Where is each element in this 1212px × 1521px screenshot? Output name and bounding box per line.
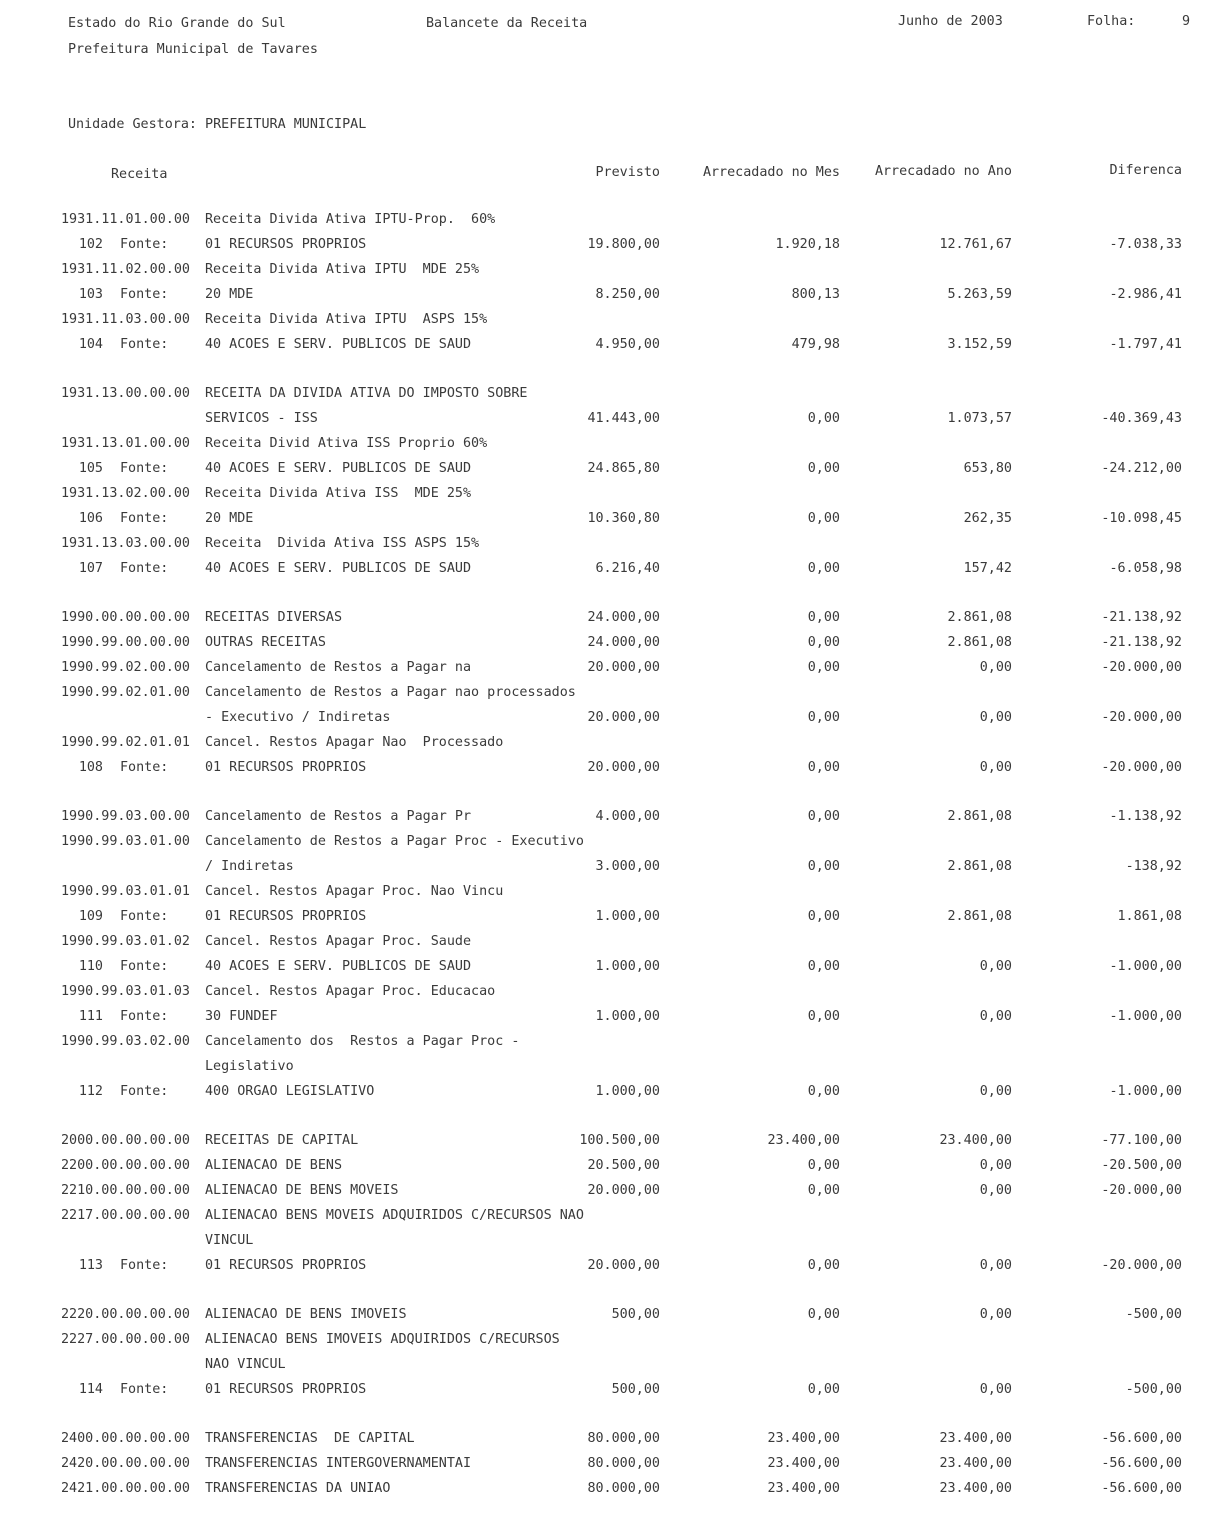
fonte-number: 113: [78, 1258, 103, 1273]
account-row: [0, 735, 1212, 760]
account-row: [0, 1183, 1212, 1208]
account-row: [0, 1059, 1212, 1084]
value-arrecadado-ano: 0,00: [979, 710, 1012, 725]
value-arrecadado-mes: 0,00: [807, 511, 840, 526]
value-previsto: 3.000,00: [595, 859, 660, 874]
value-previsto: 24.865,80: [587, 461, 660, 476]
account-code: 2210.00.00.00.00: [61, 1183, 190, 1198]
value-arrecadado-mes: 0,00: [807, 1382, 840, 1397]
account-description: TRANSFERENCIAS DA UNIAO: [205, 1481, 391, 1496]
description-continuation: VINCUL: [205, 1233, 254, 1248]
fonte-row: [0, 1258, 1212, 1283]
value-arrecadado-ano: 0,00: [979, 1258, 1012, 1273]
value-diferenca: -2.986,41: [1109, 287, 1182, 302]
value-previsto: 20.000,00: [587, 1183, 660, 1198]
value-arrecadado-mes: 0,00: [807, 859, 840, 874]
value-diferenca: -1.000,00: [1109, 959, 1182, 974]
account-description: Cancelamento de Restos a Pagar nao processados: [205, 685, 576, 700]
account-code: 1931.11.03.00.00: [61, 312, 190, 327]
fonte-description: 20 MDE: [205, 287, 254, 302]
value-diferenca: -20.000,00: [1101, 760, 1182, 775]
value-arrecadado-ano: 1.073,57: [947, 411, 1012, 426]
fonte-label: Fonte:: [120, 1382, 169, 1397]
account-row: [0, 934, 1212, 959]
value-previsto: 24.000,00: [587, 610, 660, 625]
fonte-row: [0, 1382, 1212, 1407]
value-diferenca: -20.000,00: [1101, 1183, 1182, 1198]
account-code: 1990.99.03.01.01: [61, 884, 190, 899]
description-continuation: Legislativo: [205, 1059, 294, 1074]
col-header-diferenca: Diferenca: [1109, 163, 1182, 178]
value-arrecadado-ano: 0,00: [979, 1382, 1012, 1397]
account-row: [0, 1407, 1212, 1456]
value-previsto: 20.000,00: [587, 710, 660, 725]
fonte-row: [0, 909, 1212, 934]
account-code: 1931.13.03.00.00: [61, 536, 190, 551]
value-diferenca: -500,00: [1125, 1307, 1182, 1322]
value-arrecadado-mes: 479,98: [791, 337, 840, 352]
account-code: 1931.11.02.00.00: [61, 262, 190, 277]
account-row: [0, 362, 1212, 411]
value-arrecadado-mes: 0,00: [807, 909, 840, 924]
management-unit: Unidade Gestora: PREFEITURA MUNICIPAL: [68, 117, 367, 132]
value-arrecadado-ano: 0,00: [979, 660, 1012, 675]
fonte-number: 109: [78, 909, 103, 924]
value-previsto: 8.250,00: [595, 287, 660, 302]
account-code: 1990.99.03.00.00: [61, 809, 190, 824]
value-arrecadado-ano: 0,00: [979, 959, 1012, 974]
fonte-description: 01 RECURSOS PROPRIOS: [205, 1382, 367, 1397]
value-previsto: 100.500,00: [579, 1133, 660, 1148]
fonte-row: [0, 511, 1212, 536]
col-header-arrecadado-ano: Arrecadado no Ano: [874, 164, 1012, 179]
account-description: Receita Divida Ativa IPTU ASPS 15%: [205, 312, 488, 327]
value-diferenca: -1.000,00: [1109, 1009, 1182, 1024]
value-previsto: 4.950,00: [595, 337, 660, 352]
account-description: Receita Divida Ativa IPTU-Prop. 60%: [205, 212, 496, 227]
fonte-description: 01 RECURSOS PROPRIOS: [205, 760, 367, 775]
account-description: Cancelamento de Restos a Pagar Proc - Executivo: [205, 834, 584, 849]
sheet-label: Folha:: [1087, 14, 1136, 29]
value-arrecadado-ano: 23.400,00: [939, 1481, 1012, 1496]
fonte-description: 01 RECURSOS PROPRIOS: [205, 1258, 367, 1273]
fonte-label: Fonte:: [120, 511, 169, 526]
sheet-number: 9: [1181, 14, 1190, 29]
account-code: 1990.00.00.00.00: [61, 610, 190, 625]
value-previsto: 10.360,80: [587, 511, 660, 526]
value-arrecadado-mes: 0,00: [807, 660, 840, 675]
account-description: ALIENACAO DE BENS MOVEIS: [205, 1183, 399, 1198]
fonte-row: [0, 337, 1212, 362]
description-continuation: / Indiretas: [205, 859, 294, 874]
account-row: [0, 1332, 1212, 1357]
account-row: [0, 635, 1212, 660]
account-description: ALIENACAO BENS IMOVEIS ADQUIRIDOS C/RECURSOS: [205, 1332, 560, 1347]
value-arrecadado-ano: 23.400,00: [939, 1431, 1012, 1446]
account-row: [0, 312, 1212, 337]
value-arrecadado-ano: 0,00: [979, 1009, 1012, 1024]
report-period: Junho de 2003: [898, 14, 1003, 29]
account-description: TRANSFERENCIAS DE CAPITAL: [205, 1431, 415, 1446]
value-previsto: 19.800,00: [587, 237, 660, 252]
account-code: 2421.00.00.00.00: [61, 1481, 190, 1496]
value-arrecadado-ano: 0,00: [979, 1158, 1012, 1173]
fonte-row: [0, 1084, 1212, 1109]
value-diferenca: -40.369,43: [1101, 411, 1182, 426]
col-header-previsto: Previsto: [595, 165, 660, 180]
value-arrecadado-mes: 0,00: [807, 635, 840, 650]
fonte-description: 40 ACOES E SERV. PUBLICOS DE SAUD: [205, 561, 472, 576]
fonte-description: 40 ACOES E SERV. PUBLICOS DE SAUD: [205, 959, 472, 974]
fonte-label: Fonte:: [120, 237, 169, 252]
account-row: [0, 436, 1212, 461]
value-arrecadado-mes: 0,00: [807, 1158, 840, 1173]
value-diferenca: -1.000,00: [1109, 1084, 1182, 1099]
fonte-label: Fonte:: [120, 337, 169, 352]
value-arrecadado-mes: 0,00: [807, 561, 840, 576]
account-row: [0, 834, 1212, 859]
fonte-row: [0, 237, 1212, 262]
account-row: [0, 262, 1212, 287]
account-row: [0, 685, 1212, 710]
value-previsto: 41.443,00: [587, 411, 660, 426]
fonte-number: 105: [78, 461, 103, 476]
value-arrecadado-mes: 0,00: [807, 1009, 840, 1024]
account-code: 2227.00.00.00.00: [61, 1332, 190, 1347]
fonte-label: Fonte:: [120, 461, 169, 476]
value-arrecadado-mes: 0,00: [807, 760, 840, 775]
value-previsto: 80.000,00: [587, 1431, 660, 1446]
fonte-number: 108: [78, 760, 103, 775]
account-code: 2200.00.00.00.00: [61, 1158, 190, 1173]
fonte-number: 110: [78, 959, 103, 974]
value-arrecadado-mes: 0,00: [807, 461, 840, 476]
account-description: ALIENACAO DE BENS IMOVEIS: [205, 1307, 407, 1322]
account-code: 1990.99.02.01.01: [61, 735, 190, 750]
value-diferenca: -21.138,92: [1101, 635, 1182, 650]
value-diferenca: -1.138,92: [1109, 809, 1182, 824]
account-row: [0, 212, 1212, 237]
value-previsto: 1.000,00: [595, 959, 660, 974]
value-arrecadado-mes: 0,00: [807, 809, 840, 824]
fonte-description: 400 ORGAO LEGISLATIVO: [205, 1084, 375, 1099]
value-diferenca: -500,00: [1125, 1382, 1182, 1397]
account-description: RECEITA DA DIVIDA ATIVA DO IMPOSTO SOBRE: [205, 386, 528, 401]
value-arrecadado-mes: 1.920,18: [775, 237, 840, 252]
account-row: [0, 884, 1212, 909]
description-continuation: SERVICOS - ISS: [205, 411, 318, 426]
fonte-number: 103: [78, 287, 103, 302]
value-diferenca: -20.500,00: [1101, 1158, 1182, 1173]
value-arrecadado-ano: 2.861,08: [947, 909, 1012, 924]
fonte-description: 40 ACOES E SERV. PUBLICOS DE SAUD: [205, 461, 472, 476]
account-description: Cancelamento dos Restos a Pagar Proc -: [205, 1034, 520, 1049]
value-arrecadado-mes: 0,00: [807, 710, 840, 725]
account-code: 2217.00.00.00.00: [61, 1208, 190, 1223]
fonte-row: [0, 287, 1212, 312]
fonte-row: [0, 760, 1212, 785]
fonte-row: [0, 1009, 1212, 1034]
value-arrecadado-ano: 23.400,00: [939, 1456, 1012, 1471]
value-arrecadado-ano: 3.152,59: [947, 337, 1012, 352]
account-row: [0, 486, 1212, 511]
value-arrecadado-ano: 2.861,08: [947, 610, 1012, 625]
fonte-row: [0, 461, 1212, 486]
value-previsto: 6.216,40: [595, 561, 660, 576]
account-description: RECEITAS DE CAPITAL: [205, 1133, 359, 1148]
col-header-receita: Receita: [111, 167, 168, 182]
account-description: Cancel. Restos Apagar Proc. Educacao: [205, 984, 496, 999]
account-row: [0, 536, 1212, 561]
account-row: [0, 1233, 1212, 1258]
account-code: 2220.00.00.00.00: [61, 1307, 190, 1322]
value-arrecadado-ano: 12.761,67: [939, 237, 1012, 252]
account-code: 1990.99.02.00.00: [61, 660, 190, 675]
value-diferenca: -24.212,00: [1101, 461, 1182, 476]
value-arrecadado-ano: 0,00: [979, 1084, 1012, 1099]
fonte-label: Fonte:: [120, 909, 169, 924]
value-arrecadado-ano: 0,00: [979, 760, 1012, 775]
account-description: Cancel. Restos Apagar Proc. Saude: [205, 934, 472, 949]
fonte-number: 102: [78, 237, 103, 252]
col-header-arrecadado-mes: Arrecadado no Mes: [702, 165, 840, 180]
account-description: TRANSFERENCIAS INTERGOVERNAMENTAI: [205, 1456, 472, 1471]
account-code: 1990.99.03.01.02: [61, 934, 190, 949]
value-previsto: 1.000,00: [595, 1084, 660, 1099]
account-code: 2400.00.00.00.00: [61, 1431, 190, 1446]
description-continuation: NAO VINCUL: [205, 1357, 286, 1372]
account-description: Cancel. Restos Apagar Nao Processado: [205, 735, 504, 750]
value-previsto: 20.500,00: [587, 1158, 660, 1173]
value-arrecadado-ano: 5.263,59: [947, 287, 1012, 302]
account-code: 2000.00.00.00.00: [61, 1133, 190, 1148]
fonte-label: Fonte:: [120, 959, 169, 974]
value-diferenca: -77.100,00: [1101, 1133, 1182, 1148]
fonte-number: 112: [78, 1084, 103, 1099]
value-previsto: 20.000,00: [587, 760, 660, 775]
account-row: [0, 586, 1212, 635]
account-description: ALIENACAO DE BENS: [205, 1158, 343, 1173]
fonte-number: 104: [78, 337, 103, 352]
value-diferenca: -21.138,92: [1101, 610, 1182, 625]
value-arrecadado-mes: 0,00: [807, 1307, 840, 1322]
account-code: 1990.99.00.00.00: [61, 635, 190, 650]
value-previsto: 500,00: [611, 1382, 660, 1397]
fonte-description: 01 RECURSOS PROPRIOS: [205, 237, 367, 252]
value-arrecadado-ano: 2.861,08: [947, 859, 1012, 874]
account-code: 1931.13.01.00.00: [61, 436, 190, 451]
value-diferenca: -56.600,00: [1101, 1481, 1182, 1496]
value-arrecadado-mes: 23.400,00: [767, 1481, 840, 1496]
value-arrecadado-mes: 0,00: [807, 959, 840, 974]
account-row: [0, 1357, 1212, 1382]
value-previsto: 1.000,00: [595, 909, 660, 924]
value-diferenca: -1.797,41: [1109, 337, 1182, 352]
fonte-label: Fonte:: [120, 1009, 169, 1024]
account-row: [0, 1034, 1212, 1059]
fonte-row: [0, 561, 1212, 586]
fonte-label: Fonte:: [120, 287, 169, 302]
account-row: [0, 1481, 1212, 1506]
revenue-table: [0, 212, 1212, 1506]
value-diferenca: -20.000,00: [1101, 660, 1182, 675]
fonte-label: Fonte:: [120, 561, 169, 576]
account-description: Receita Divid Ativa ISS Proprio 60%: [205, 436, 488, 451]
account-description: Receita Divida Ativa ISS ASPS 15%: [205, 536, 480, 551]
value-diferenca: -56.600,00: [1101, 1431, 1182, 1446]
value-arrecadado-mes: 23.400,00: [767, 1133, 840, 1148]
account-code: 1931.11.01.00.00: [61, 212, 190, 227]
municipality-name: Prefeitura Municipal de Tavares: [68, 42, 318, 57]
value-arrecadado-mes: 0,00: [807, 1183, 840, 1198]
value-arrecadado-mes: 0,00: [807, 411, 840, 426]
account-description: Receita Divida Ativa ISS MDE 25%: [205, 486, 472, 501]
account-row: [0, 984, 1212, 1009]
fonte-number: 114: [78, 1382, 103, 1397]
value-arrecadado-mes: 0,00: [807, 610, 840, 625]
description-continuation: - Executivo / Indiretas: [205, 710, 391, 725]
value-arrecadado-ano: 653,80: [963, 461, 1012, 476]
fonte-number: 106: [78, 511, 103, 526]
value-diferenca: -7.038,33: [1109, 237, 1182, 252]
value-arrecadado-ano: 2.861,08: [947, 809, 1012, 824]
value-diferenca: -138,92: [1125, 859, 1182, 874]
fonte-number: 107: [78, 561, 103, 576]
account-row: [0, 1158, 1212, 1183]
account-code: 1990.99.03.02.00: [61, 1034, 190, 1049]
account-description: Cancelamento de Restos a Pagar Pr: [205, 809, 472, 824]
account-row: [0, 1208, 1212, 1233]
account-code: 1990.99.03.01.03: [61, 984, 190, 999]
fonte-label: Fonte:: [120, 1258, 169, 1273]
fonte-description: 30 FUNDEF: [205, 1009, 278, 1024]
value-arrecadado-ano: 2.861,08: [947, 635, 1012, 650]
fonte-description: 20 MDE: [205, 511, 254, 526]
value-diferenca: -56.600,00: [1101, 1456, 1182, 1471]
fonte-row: [0, 959, 1212, 984]
account-description: ALIENACAO BENS MOVEIS ADQUIRIDOS C/RECURSOS NAO: [205, 1208, 584, 1223]
account-code: 2420.00.00.00.00: [61, 1456, 190, 1471]
account-row: [0, 710, 1212, 735]
account-row: [0, 660, 1212, 685]
account-code: 1990.99.02.01.00: [61, 685, 190, 700]
value-arrecadado-mes: 23.400,00: [767, 1431, 840, 1446]
value-arrecadado-mes: 23.400,00: [767, 1456, 840, 1471]
fonte-number: 111: [78, 1009, 103, 1024]
value-arrecadado-mes: 0,00: [807, 1258, 840, 1273]
value-arrecadado-mes: 0,00: [807, 1084, 840, 1099]
value-arrecadado-ano: 23.400,00: [939, 1133, 1012, 1148]
value-previsto: 80.000,00: [587, 1456, 660, 1471]
value-previsto: 1.000,00: [595, 1009, 660, 1024]
account-description: RECEITAS DIVERSAS: [205, 610, 343, 625]
value-diferenca: -20.000,00: [1101, 1258, 1182, 1273]
report-title: Balancete da Receita: [426, 16, 588, 31]
fonte-description: 01 RECURSOS PROPRIOS: [205, 909, 367, 924]
value-arrecadado-mes: 800,13: [791, 287, 840, 302]
value-diferenca: -6.058,98: [1109, 561, 1182, 576]
account-description: Receita Divida Ativa IPTU MDE 25%: [205, 262, 480, 277]
account-row: [0, 785, 1212, 834]
account-row: [0, 411, 1212, 436]
account-description: Cancelamento de Restos a Pagar na: [205, 660, 472, 675]
value-diferenca: -10.098,45: [1101, 511, 1182, 526]
value-arrecadado-ano: 157,42: [963, 561, 1012, 576]
value-previsto: 24.000,00: [587, 635, 660, 650]
account-row: [0, 1456, 1212, 1481]
value-previsto: 20.000,00: [587, 660, 660, 675]
value-arrecadado-ano: 0,00: [979, 1307, 1012, 1322]
value-previsto: 20.000,00: [587, 1258, 660, 1273]
account-description: Cancel. Restos Apagar Proc. Nao Vincu: [205, 884, 504, 899]
state-name: Estado do Rio Grande do Sul: [68, 16, 286, 31]
value-previsto: 80.000,00: [587, 1481, 660, 1496]
fonte-description: 40 ACOES E SERV. PUBLICOS DE SAUD: [205, 337, 472, 352]
account-row: [0, 1283, 1212, 1332]
account-row: [0, 859, 1212, 884]
value-previsto: 4.000,00: [595, 809, 660, 824]
account-code: 1931.13.02.00.00: [61, 486, 190, 501]
value-diferenca: -20.000,00: [1101, 710, 1182, 725]
account-row: [0, 1109, 1212, 1158]
account-code: 1990.99.03.01.00: [61, 834, 190, 849]
fonte-label: Fonte:: [120, 760, 169, 775]
value-diferenca: 1.861,08: [1117, 909, 1182, 924]
value-arrecadado-ano: 262,35: [963, 511, 1012, 526]
account-code: 1931.13.00.00.00: [61, 386, 190, 401]
account-description: OUTRAS RECEITAS: [205, 635, 326, 650]
value-arrecadado-ano: 0,00: [979, 1183, 1012, 1198]
value-previsto: 500,00: [611, 1307, 660, 1322]
fonte-label: Fonte:: [120, 1084, 169, 1099]
